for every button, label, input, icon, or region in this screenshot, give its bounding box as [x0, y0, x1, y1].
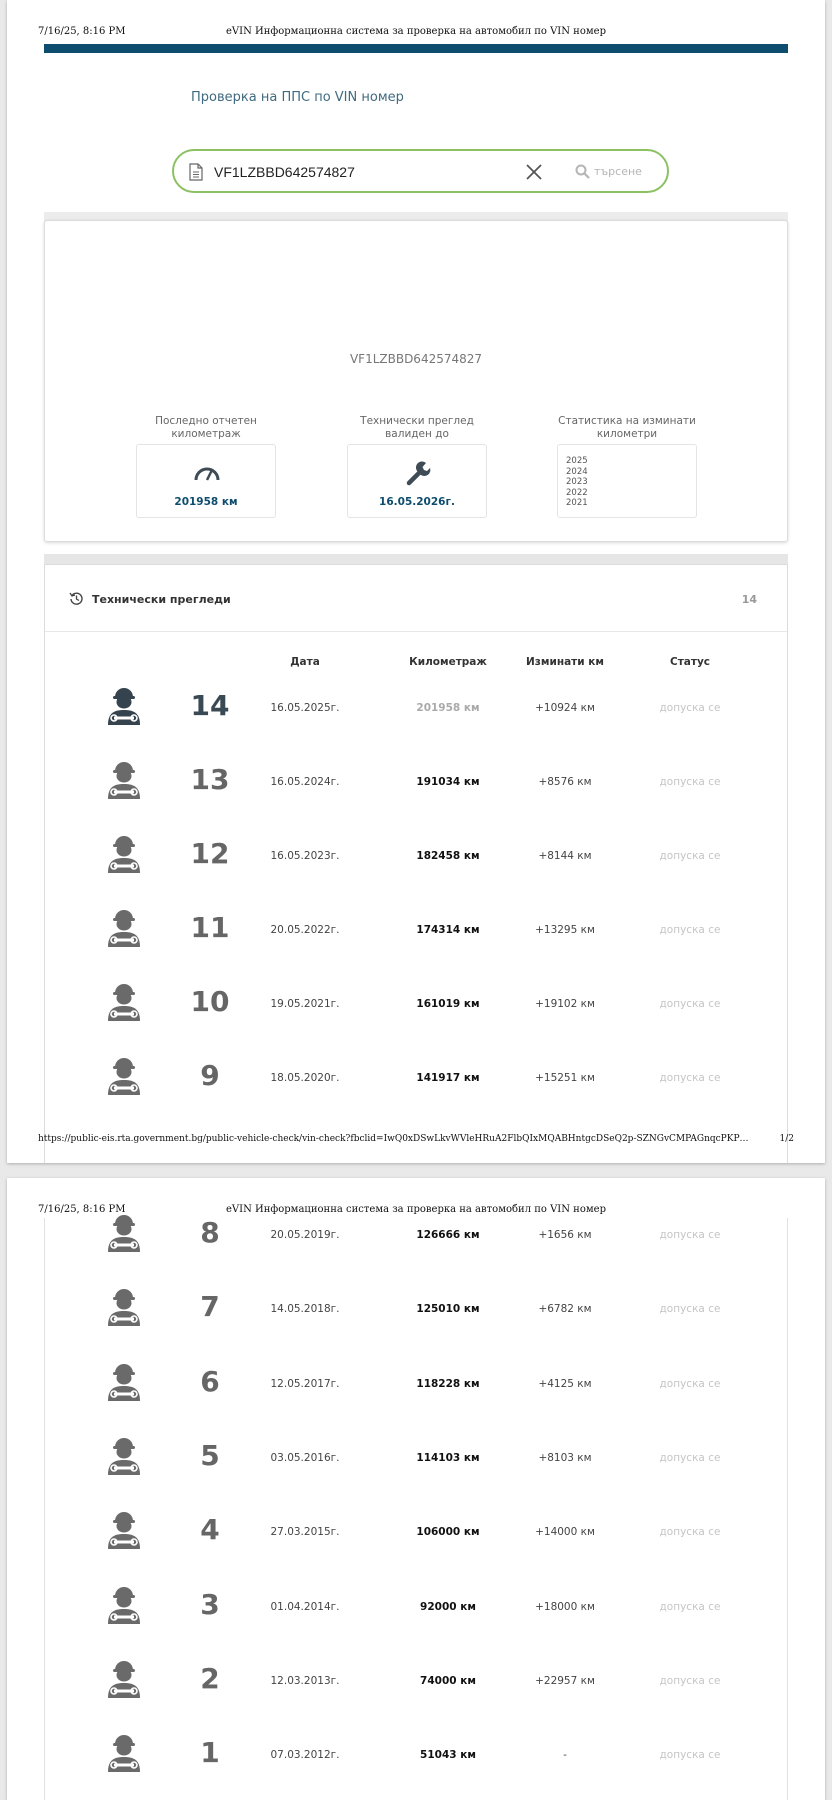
inspection-date: 18.05.2020г.: [270, 1072, 340, 1084]
clear-icon[interactable]: [524, 162, 544, 182]
mechanic-icon: [104, 1732, 144, 1774]
inspection-date: 16.05.2025г.: [270, 702, 340, 714]
km-stats-box: [557, 444, 697, 518]
vehicle-summary-card: [44, 220, 788, 542]
mechanic-icon: [104, 1361, 144, 1403]
year-label: 2025: [566, 456, 588, 466]
inspection-traveled: +19102 км: [535, 998, 595, 1010]
inspection-mileage: 191034 км: [416, 776, 480, 788]
print-page-1: [7, 0, 825, 1163]
inspection-number: 8: [200, 1216, 220, 1249]
mechanic-icon: [104, 1658, 144, 1700]
vin-search-input[interactable]: [214, 160, 514, 184]
mileage-box: [136, 444, 276, 518]
table-row: [45, 1200, 789, 1274]
mechanic-icon: [104, 1584, 144, 1626]
print-title: eVIN Информационна система за проверка на автомобил по VIN номер: [226, 1204, 606, 1215]
inspection-number: 12: [190, 837, 230, 870]
inspection-date: 19.05.2021г.: [270, 998, 340, 1010]
mechanic-icon: [104, 1286, 144, 1328]
mechanic-icon: [104, 1509, 144, 1551]
inspection-mileage: 141917 км: [416, 1072, 480, 1084]
inspection-number: 5: [200, 1438, 220, 1472]
inspection-mileage: 182458 км: [416, 850, 480, 862]
print-header: [38, 26, 794, 40]
table-row: [45, 821, 789, 895]
km-stats-label: Статистика на изминати километри: [558, 415, 696, 440]
inspection-traveled: +18000 км: [535, 1600, 595, 1613]
vin-label: VF1LZBBD642574827: [349, 352, 483, 366]
inspection-date: 07.03.2012г.: [270, 1749, 340, 1762]
inspection-number: 10: [190, 985, 230, 1018]
inspection-date: 20.05.2022г.: [270, 924, 340, 936]
inspection-date: 20.05.2019г.: [270, 1229, 340, 1241]
inspection-mileage: 106000 км: [416, 1526, 480, 1539]
inspections-header: [45, 565, 787, 632]
inspection-status: допуска се: [659, 1451, 721, 1464]
inspection-traveled: +8103 км: [538, 1451, 592, 1464]
mechanic-icon: [104, 1055, 144, 1097]
inspection-traveled: +22957 км: [535, 1674, 595, 1687]
mileage-label: Последно отчетен километраж: [155, 415, 257, 440]
inspection-date: 12.05.2017г.: [270, 1377, 340, 1390]
table-row: [45, 1497, 789, 1571]
print-url: https://public-eis.rta.government.bg/public-vehicle-check/vin-check?fbclid=IwQ0xDSwLkvWVleHRuA2FlbQIxMQABHntgcDSeQ2p-SZNGvCMPAGnqcPKP…: [38, 1134, 749, 1144]
inspection-mileage: 51043 км: [420, 1749, 476, 1762]
inspection-traveled: +6782 км: [538, 1303, 592, 1316]
inspection-date: 16.05.2023г.: [270, 850, 340, 862]
year-label: 2023: [566, 477, 588, 487]
table-row: [45, 1572, 789, 1646]
inspection-status: допуска се: [659, 1072, 721, 1084]
col-date: Дата: [290, 656, 320, 668]
mechanic-icon: [104, 759, 144, 801]
print-page-number: 1/2: [779, 1134, 794, 1144]
inspection-traveled: +10924 км: [535, 702, 595, 714]
inspection-mileage: 161019 км: [416, 998, 480, 1010]
inspection-status: допуска се: [659, 1303, 721, 1316]
inspection-traveled: +8144 км: [538, 850, 592, 862]
table-row: [45, 1646, 789, 1720]
inspection-number: 1: [200, 1736, 220, 1770]
inspection-traveled: +8576 км: [538, 776, 592, 788]
inspection-date: 16.05.2024г.: [270, 776, 340, 788]
search-box: [172, 149, 669, 193]
inspection-mileage: 114103 км: [416, 1451, 480, 1464]
inspection-mileage: 125010 км: [416, 1303, 480, 1316]
table-row: [45, 1423, 789, 1497]
inspection-traveled: -: [563, 1749, 567, 1762]
mileage-stat: [136, 411, 276, 518]
inspection-mileage: 92000 км: [420, 1600, 476, 1613]
inspection-traveled: +4125 км: [538, 1377, 592, 1390]
col-mileage: Километраж: [409, 656, 487, 668]
inspection-status: допуска се: [659, 998, 721, 1010]
inspection-mileage: 126666 км: [416, 1229, 480, 1241]
inspection-number: 13: [190, 763, 230, 796]
year-label: 2021: [566, 498, 588, 508]
print-page-2: [7, 1178, 825, 1800]
inspection-status: допуска се: [659, 702, 721, 714]
table-row: [45, 747, 789, 821]
inspection-mileage: 174314 км: [416, 924, 480, 936]
mechanic-icon: [104, 833, 144, 875]
year-list: [566, 456, 588, 509]
inspection-date: 12.03.2013г.: [270, 1674, 340, 1687]
inspection-number: 7: [200, 1290, 220, 1324]
mechanic-icon: [104, 907, 144, 949]
history-icon: [69, 591, 84, 606]
table-row: [45, 969, 789, 1043]
inspection-traveled: +13295 км: [535, 924, 595, 936]
inspection-date: 27.03.2015г.: [270, 1526, 340, 1539]
mechanic-icon: [104, 685, 144, 727]
table-row: [45, 1043, 789, 1117]
table-row: [45, 1720, 789, 1794]
inspection-number: 14: [190, 689, 230, 722]
mileage-value: 201958 км: [174, 496, 238, 508]
inspection-status: допуска се: [659, 850, 721, 862]
inspection-status: допуска се: [659, 924, 721, 936]
page-title: Проверка на ППС по VIN номер: [191, 90, 404, 105]
mechanic-icon: [104, 1212, 144, 1254]
table-row: [45, 895, 789, 969]
inspection-number: 11: [190, 911, 230, 944]
search-button-label: търсене: [594, 165, 642, 178]
inspection-number: 3: [200, 1587, 220, 1621]
search-button[interactable]: [575, 160, 655, 184]
inspection-number: 6: [200, 1364, 220, 1398]
inspection-traveled: +1656 км: [538, 1229, 592, 1241]
inspection-value: 16.05.2026г.: [379, 496, 455, 508]
inspection-mileage: 74000 км: [420, 1674, 476, 1687]
search-icon: [575, 164, 590, 179]
inspection-status: допуска се: [659, 776, 721, 788]
inspection-status: допуска се: [659, 1229, 721, 1241]
col-status: Статус: [669, 656, 711, 668]
print-footer: [38, 1134, 794, 1148]
inspections-card: [44, 564, 788, 1163]
inspection-traveled: +15251 км: [535, 1072, 595, 1084]
inspection-status: допуска се: [659, 1749, 721, 1762]
inspection-number: 2: [200, 1661, 220, 1695]
inspections-continued: [44, 1218, 788, 1800]
mechanic-icon: [104, 1435, 144, 1477]
inspection-date: 03.05.2016г.: [270, 1451, 340, 1464]
col-traveled: Изминати км: [526, 656, 604, 668]
inspection-status: допуска се: [659, 1526, 721, 1539]
inspection-traveled: +14000 км: [535, 1526, 595, 1539]
inspection-status: допуска се: [659, 1377, 721, 1390]
table-row: [45, 1274, 789, 1348]
inspection-status: допуска се: [659, 1674, 721, 1687]
inspection-mileage: 201958 км: [416, 702, 480, 714]
document-icon: [188, 163, 204, 181]
speedometer-icon: [192, 459, 222, 487]
print-title: eVIN Информационна система за проверка на автомобил по VIN номер: [226, 26, 606, 37]
inspection-label: Технически преглед валиден до: [360, 415, 474, 440]
inspection-stat: [347, 411, 487, 518]
inspections-count: 14: [741, 593, 757, 606]
inspection-date: 01.04.2014г.: [270, 1600, 340, 1613]
year-label: 2024: [566, 466, 588, 477]
table-row: [45, 673, 789, 747]
table-row: [45, 1349, 789, 1423]
print-date: 7/16/25, 8:16 PM: [38, 26, 126, 37]
inspections-title: Технически прегледи: [92, 593, 231, 606]
mechanic-icon: [104, 981, 144, 1023]
inspection-number: 9: [200, 1059, 220, 1092]
inspection-date: 14.05.2018г.: [270, 1303, 340, 1316]
inspection-box: [347, 444, 487, 518]
inspection-number: 4: [200, 1513, 220, 1547]
inspection-status: допуска се: [659, 1600, 721, 1613]
km-stats: [557, 411, 697, 518]
top-bar: [44, 44, 788, 53]
wrench-icon: [403, 459, 433, 487]
print-date: 7/16/25, 8:16 PM: [38, 1204, 126, 1215]
inspection-mileage: 118228 км: [416, 1377, 480, 1390]
year-label: 2022: [566, 487, 588, 498]
